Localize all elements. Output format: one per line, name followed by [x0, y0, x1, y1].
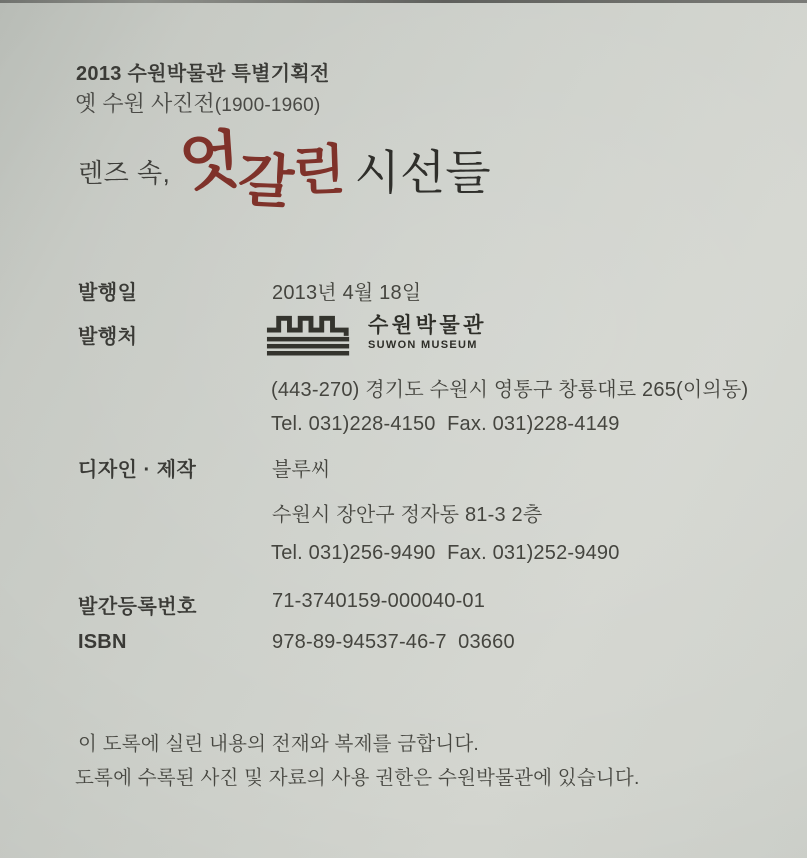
publisher-contact: Tel. 031)228-4150 Fax. 031)228-4149	[271, 413, 620, 435]
publisher-label: 발행처	[78, 326, 138, 348]
exhibition-subtitle	[75, 87, 320, 118]
design-value: 블루씨	[272, 459, 331, 481]
copyright-notice-line2: 도록에 수록된 사진 및 자료의 사용 권한은 수원박물관에 있습니다.	[75, 767, 640, 789]
calligraphy-char: 린	[292, 136, 344, 203]
isbn-label: ISBN	[78, 631, 127, 653]
publisher-name-en: SUWON MUSEUM	[368, 339, 478, 352]
exhibition-header: 2013 수원박물관 특별기획전	[76, 63, 330, 85]
subtitle-years: (1900-1960)	[214, 95, 321, 116]
isbn-value: 978-89-94537-46-7 03660	[272, 631, 515, 653]
page-top-edge	[0, 0, 807, 3]
title-suffix: 시선들	[354, 145, 491, 201]
design-address: 수원시 장안구 정자동 81-3 2층	[272, 504, 543, 526]
publisher-address: (443-270) 경기도 수원시 영통구 창룡대로 265(이의동)	[271, 379, 749, 401]
title-prefix: 렌즈 속,	[78, 157, 171, 188]
suwon-museum-logo	[265, 309, 487, 357]
title-calligraphy	[177, 121, 344, 216]
registration-label: 발간등록번호	[78, 596, 197, 618]
design-label: 디자인 · 제작	[78, 459, 197, 481]
fortress-wall-icon	[265, 309, 355, 357]
copyright-notice-line1: 이 도록에 실린 내용의 전재와 복제를 금합니다.	[78, 733, 480, 755]
calligraphy-char: 엇	[177, 121, 241, 200]
page-title	[78, 118, 491, 216]
publish-date-value: 2013년 4월 18일	[272, 282, 422, 304]
logo-text	[368, 309, 487, 351]
subtitle-main: 옛 수원 사진전	[75, 91, 215, 116]
publish-date-label: 발행일	[78, 282, 138, 304]
publisher-name-kr: 수원박물관	[368, 314, 487, 337]
registration-value: 71-3740159-000040-01	[272, 590, 486, 612]
calligraphy-char: 갈	[236, 145, 293, 216]
design-contact: Tel. 031)256-9490 Fax. 031)252-9490	[271, 542, 620, 564]
